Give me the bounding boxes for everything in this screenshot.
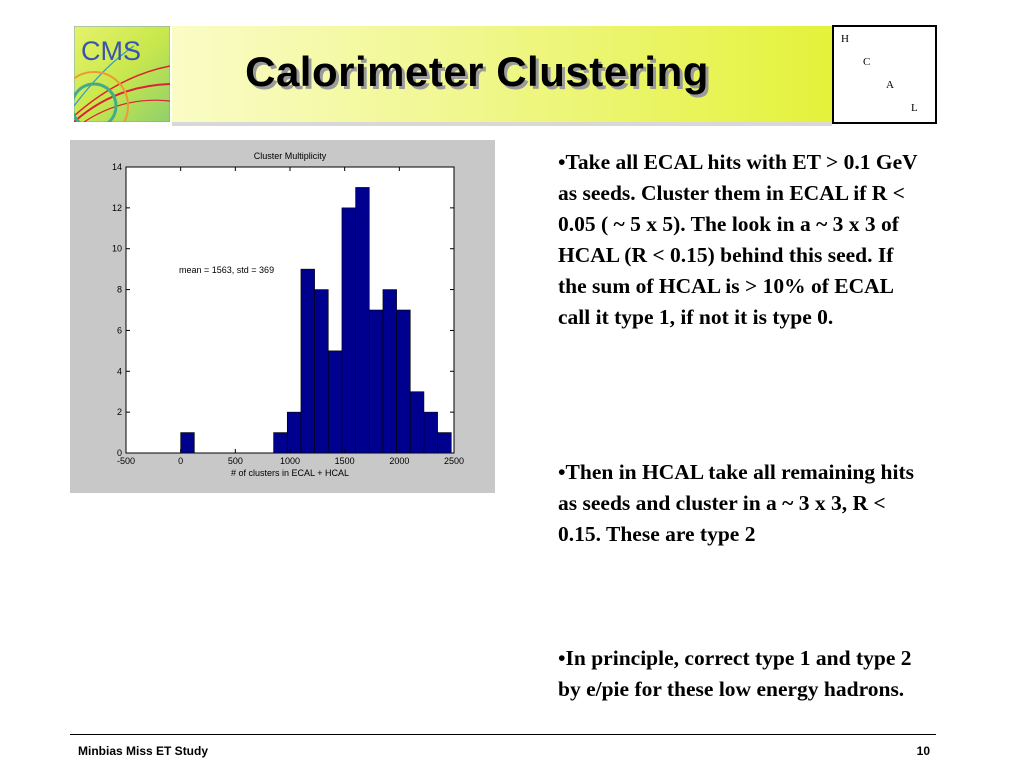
histogram-bar <box>301 269 315 453</box>
hcal-logo-box <box>832 25 937 124</box>
x-tick-label: -500 <box>116 456 136 466</box>
histogram-bar <box>438 433 452 453</box>
x-tick-label: 0 <box>178 456 184 466</box>
x-tick-label: 2000 <box>389 456 410 466</box>
histogram-bar <box>274 433 288 453</box>
cluster-multiplicity-histogram <box>70 140 495 493</box>
y-tick-label: 8 <box>116 284 122 295</box>
y-tick-label: 2 <box>116 407 122 418</box>
x-tick-label: 500 <box>227 456 243 466</box>
x-tick-label: 2500 <box>443 456 465 466</box>
histogram-bar <box>315 290 329 453</box>
bullet-2: •Then in HCAL take all remaining hits as seeds and cluster in a ~ 3 x 3, R < 0.15. These are type 2 <box>558 460 914 546</box>
histogram-bar <box>356 187 370 453</box>
y-tick-label: 10 <box>111 243 122 254</box>
bullet-1: •Take all ECAL hits with ET > 0.1 GeV as seeds. Cluster them in ECAL if R < 0.05 ( ~ 5 x 5). The look in a ~ 3 x 3 of HCAL (R < 0.15) behind this seed. If the sum of HCAL is > 10% of ECAL call it type 1, if not it is type 0. <box>558 150 918 329</box>
y-tick-label: 12 <box>111 202 122 213</box>
title-banner <box>172 26 832 122</box>
histogram-panel <box>70 140 495 493</box>
y-tick-label: 14 <box>111 162 122 172</box>
x-tick-label: 1500 <box>334 456 355 466</box>
cms-logo <box>74 26 170 122</box>
histogram-bar <box>410 392 424 453</box>
page-number: 10 <box>916 744 930 758</box>
x-axis-label: # of clusters in ECAL + HCAL <box>231 468 349 478</box>
histogram-bar <box>397 310 411 453</box>
histogram-bar <box>181 433 195 453</box>
cms-logo-text: CMS <box>81 36 141 66</box>
histogram-bar <box>287 412 301 453</box>
hcal-letter-h: H <box>841 33 849 45</box>
stats-annotation: mean = 1563, std = 369 <box>179 265 275 276</box>
histogram-bar <box>342 208 356 453</box>
hcal-letter-l: L <box>911 102 918 114</box>
footer-title: Minbias Miss ET Study <box>78 744 209 758</box>
histogram-bar <box>383 290 397 453</box>
hcal-letter-a: A <box>886 79 894 91</box>
x-tick-label: 1000 <box>279 456 301 466</box>
slide-title: Calorimeter Clustering <box>245 48 709 95</box>
histogram-bar <box>328 351 342 453</box>
banner-underline <box>172 122 832 126</box>
bullet-3: •In principle, correct type 1 and type 2 by e/pie for these low energy hadrons. <box>558 646 912 701</box>
footer-rule <box>70 734 936 735</box>
chart-title: Cluster Multiplicity <box>253 151 327 161</box>
y-tick-label: 4 <box>116 366 122 377</box>
y-tick-label: 6 <box>116 325 122 336</box>
y-tick-label: 0 <box>116 448 122 458</box>
histogram-bar <box>424 412 438 453</box>
histogram-bar <box>369 310 383 453</box>
hcal-letter-c: C <box>863 56 871 68</box>
